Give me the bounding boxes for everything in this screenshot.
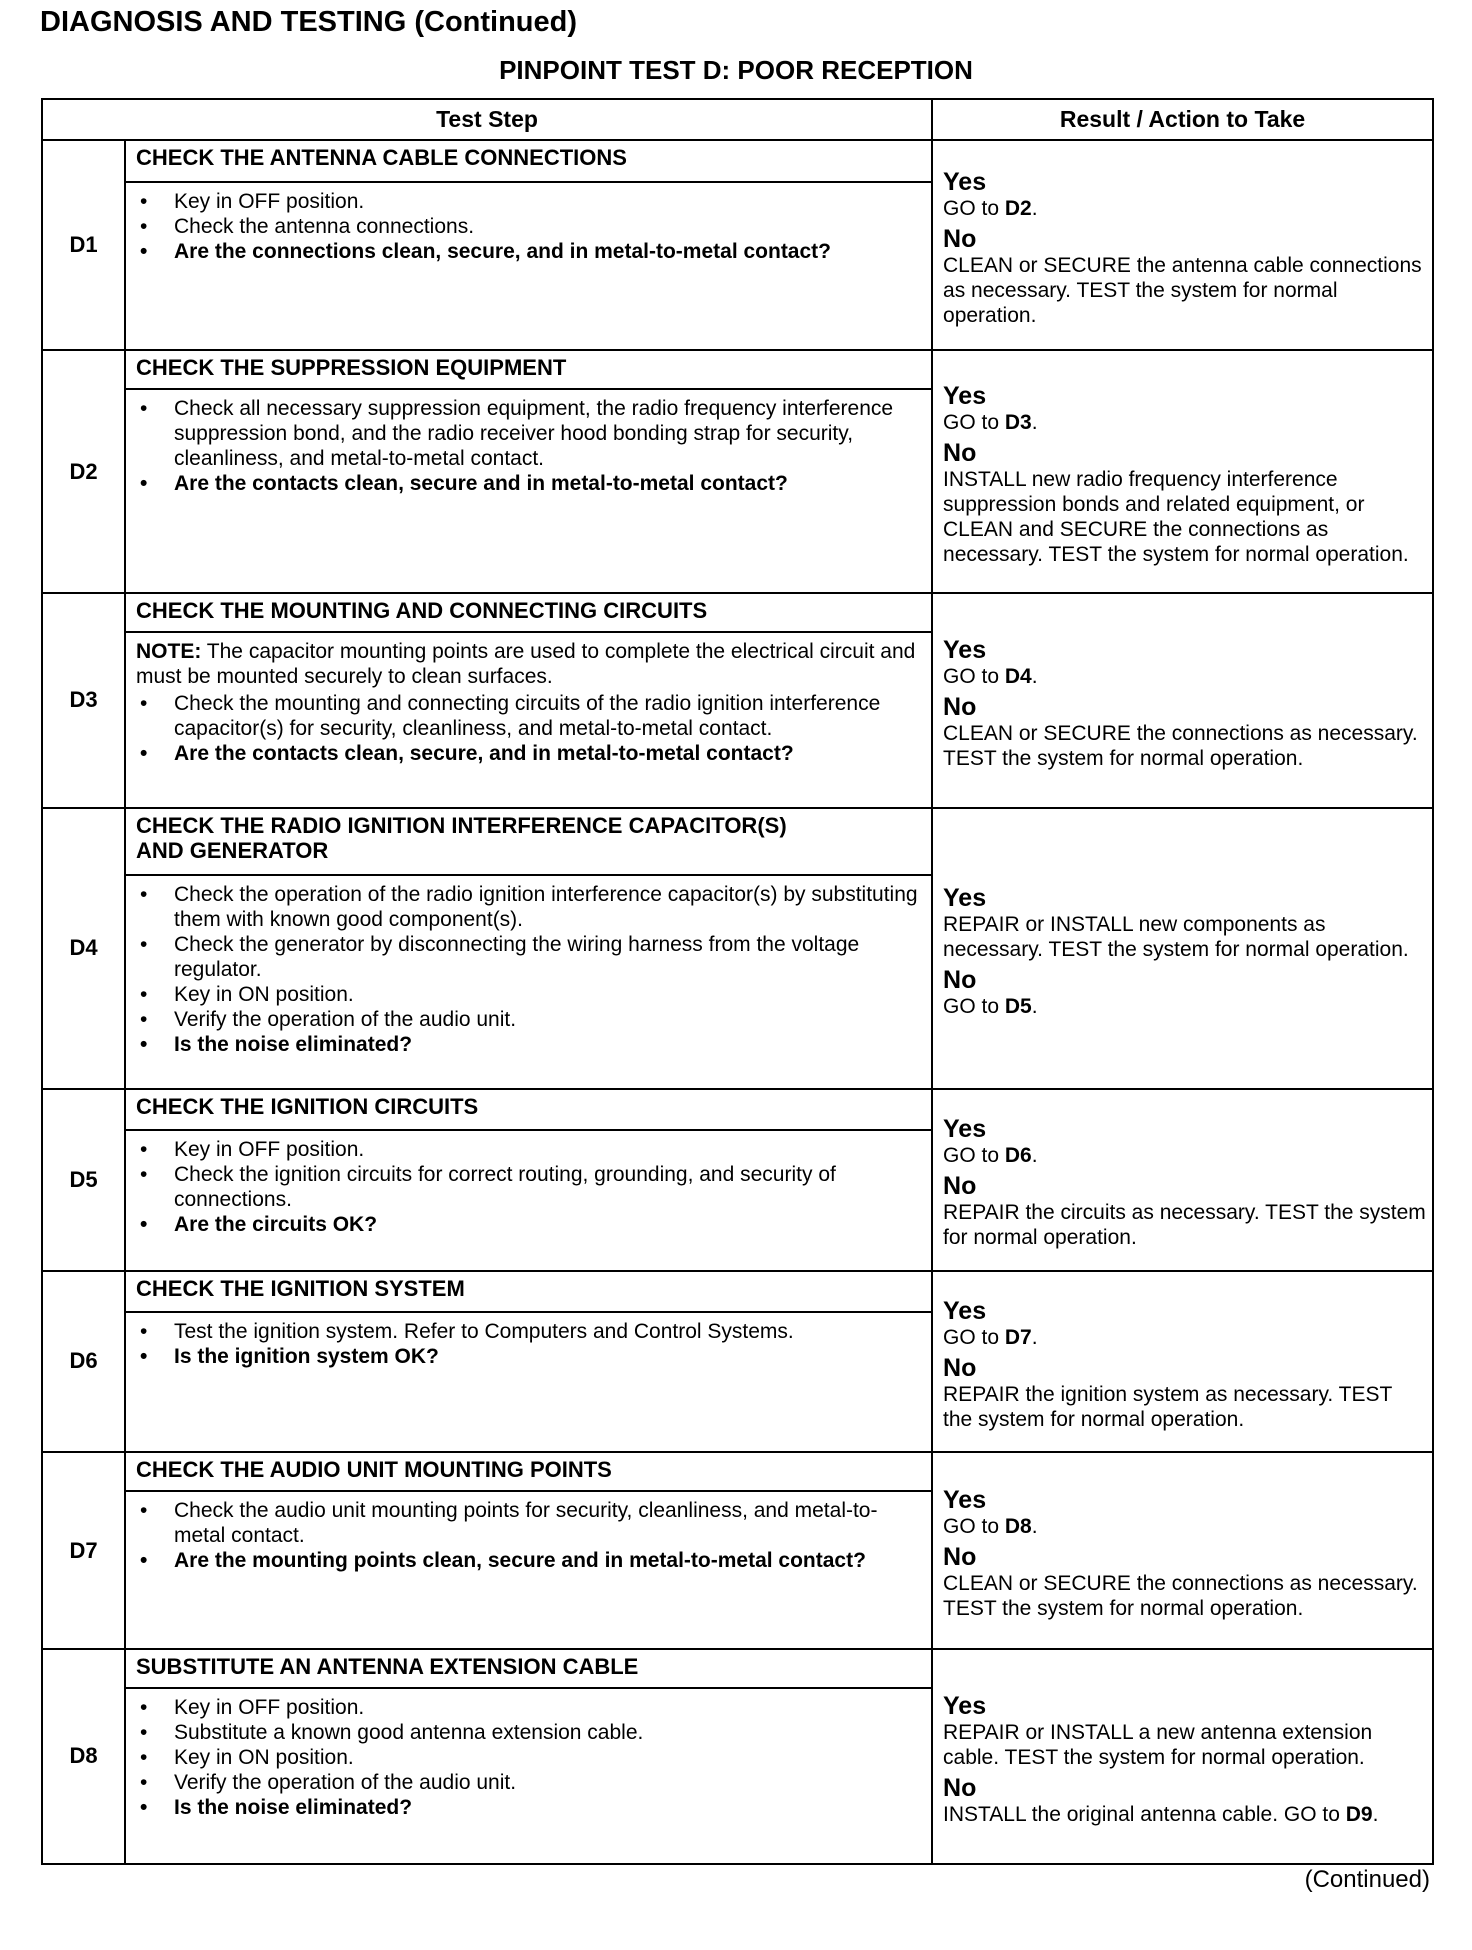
step-bullet-list [136, 1695, 921, 1820]
no-action [943, 721, 1426, 771]
yes-action [943, 1143, 1426, 1168]
yes-label: Yes [943, 635, 987, 664]
yes-action-tail: . [1031, 1144, 1038, 1168]
no-action-text: INSTALL the original antenna cable. GO to [943, 1802, 1346, 1826]
step-bullet: • Check the operation of the radio ignition interference capacitor(s) by substituting them with known good component(s). [136, 882, 921, 932]
step-bullet: • Substitute a known good antenna extension cable. [136, 1720, 921, 1745]
step-question: • Is the ignition system OK? [136, 1344, 921, 1369]
step-title-line: AND GENERATOR [136, 837, 329, 863]
step-title [125, 593, 932, 632]
step-bullet: • Check the ignition circuits for correct routing, grounding, and security of connections. [136, 1162, 921, 1212]
step-bullet: • Key in OFF position. [136, 1695, 921, 1720]
result-cell [932, 808, 1433, 1089]
result-cell [932, 1271, 1433, 1453]
no-action-text: GO to [943, 994, 1005, 1018]
page-title: DIAGNOSIS AND TESTING (Continued) [40, 6, 578, 38]
result-cell [932, 140, 1433, 350]
yes-action-text: REPAIR or INSTALL a new antenna extension cable. TEST the system for normal operation. [943, 1720, 1373, 1769]
note-label: NOTE: [136, 639, 202, 663]
yes-label: Yes [943, 1691, 987, 1720]
yes-action-tail: . [1031, 664, 1038, 688]
yes-action [943, 1514, 1426, 1539]
yes-label: Yes [943, 1115, 987, 1144]
yes-action-tail: . [1031, 1325, 1038, 1349]
step-id: D5 [42, 1089, 125, 1271]
step-bullet: • Check all necessary suppression equipment, the radio frequency interference suppression bond, and the radio receiver hood bonding strap for security, cleanliness, and metal-to-metal contact. [136, 396, 921, 471]
yes-action-tail: . [1031, 1515, 1038, 1539]
table-header-row [42, 99, 1433, 140]
yes-step-ref: D3 [1004, 411, 1032, 435]
result-cell [932, 350, 1433, 592]
no-action [943, 1571, 1426, 1621]
no-action-tail: . [1372, 1802, 1379, 1826]
yes-action [943, 664, 1426, 689]
no-action-text: CLEAN or SECURE the antenna cable connections as necessary. TEST the system for normal operation. [943, 254, 1422, 328]
yes-action-text: GO to [943, 664, 1005, 688]
step-title-line: CHECK THE IGNITION SYSTEM [136, 1275, 465, 1301]
yes-step-ref: D4 [1004, 664, 1032, 688]
step-bullet-list [136, 691, 921, 766]
step-instructions [125, 1491, 932, 1649]
result-cell [932, 1649, 1433, 1864]
yes-label: Yes [943, 1486, 987, 1515]
no-action [943, 994, 1426, 1019]
no-label: No [943, 439, 977, 468]
no-action-text: CLEAN or SECURE the connections as necessary. TEST the system for normal operation. [943, 721, 1418, 770]
no-action [943, 467, 1426, 567]
step-instructions [125, 632, 932, 808]
step-bullet: • Check the antenna connections. [136, 214, 921, 239]
result-cell [932, 1452, 1433, 1649]
step-id: D7 [42, 1452, 125, 1649]
yes-action-text: GO to [943, 1515, 1005, 1539]
result-cell [932, 1089, 1433, 1271]
no-action [943, 1200, 1426, 1250]
no-step-ref: D9 [1345, 1802, 1373, 1826]
yes-action-text: GO to [943, 197, 1005, 221]
step-title [125, 1089, 932, 1130]
step-id: D2 [42, 350, 125, 592]
yes-action-tail: . [1031, 411, 1038, 435]
yes-action-text: REPAIR or INSTALL new components as necessary. TEST the system for normal operation. [943, 912, 1409, 961]
step-bullet-list [136, 189, 921, 264]
step-bullet: • Key in OFF position. [136, 1137, 921, 1162]
step-title-row [42, 140, 1433, 182]
step-title-row [42, 1271, 1433, 1312]
pinpoint-test-title: PINPOINT TEST D: POOR RECEPTION [499, 55, 973, 85]
yes-action [943, 912, 1426, 962]
step-bullet-list [136, 882, 921, 1057]
yes-action-text: GO to [943, 1144, 1005, 1168]
step-instructions [125, 875, 932, 1089]
step-title-row [42, 1089, 1433, 1130]
step-bullet: • Check the generator by disconnecting the wiring harness from the voltage regulator. [136, 932, 921, 982]
step-bullet: • Key in ON position. [136, 1745, 921, 1770]
step-title [125, 1271, 932, 1312]
step-bullet: • Verify the operation of the audio unit. [136, 1770, 921, 1795]
step-id: D8 [42, 1649, 125, 1864]
step-title-line: CHECK THE MOUNTING AND CONNECTING CIRCUITS [136, 597, 708, 623]
step-instructions [125, 1130, 932, 1271]
step-bullet: • Key in ON position. [136, 982, 921, 1007]
step-question: • Are the contacts clean, secure, and in metal-to-metal contact? [136, 741, 921, 766]
yes-step-ref: D8 [1004, 1515, 1032, 1539]
step-bullet-list [136, 1319, 921, 1369]
no-label: No [943, 225, 977, 254]
step-bullet: • Check the mounting and connecting circuits of the radio ignition interference capacitor(s) for security, cleanliness, and metal-to-metal contact. [136, 691, 921, 741]
step-title-row [42, 1649, 1433, 1688]
step-bullet: • Test the ignition system. Refer to Computers and Control Systems. [136, 1319, 921, 1344]
step-title-line: CHECK THE RADIO IGNITION INTERFERENCE CAPACITOR(S) [136, 812, 787, 838]
step-question: • Is the noise eliminated? [136, 1032, 921, 1057]
step-title [125, 1649, 932, 1688]
step-question: • Are the contacts clean, secure and in metal-to-metal contact? [136, 471, 921, 496]
step-title [125, 1452, 932, 1491]
step-title-line: CHECK THE SUPPRESSION EQUIPMENT [136, 355, 567, 381]
yes-label: Yes [943, 1296, 987, 1325]
yes-action [943, 410, 1426, 435]
yes-action-text: GO to [943, 1325, 1005, 1349]
yes-label: Yes [943, 382, 987, 411]
yes-action-tail: . [1031, 197, 1038, 221]
no-action-text: INSTALL new radio frequency interference suppression bonds and related equipment, or CLEAN and SECURE the connections as necessary. TEST the system for normal operation. [943, 468, 1409, 567]
step-title-line: CHECK THE IGNITION CIRCUITS [136, 1093, 479, 1119]
step-id: D6 [42, 1271, 125, 1453]
step-question: • Are the circuits OK? [136, 1212, 921, 1237]
yes-step-ref: D2 [1004, 197, 1032, 221]
step-bullet-list [136, 1137, 921, 1237]
step-title-row [42, 1452, 1433, 1491]
yes-label: Yes [943, 883, 987, 912]
step-bullet: • Key in OFF position. [136, 189, 921, 214]
column-header-result: Result / Action to Take [932, 99, 1433, 140]
no-label: No [943, 1543, 977, 1572]
step-question: • Is the noise eliminated? [136, 1795, 921, 1820]
yes-label: Yes [943, 168, 987, 197]
yes-step-ref: D7 [1004, 1325, 1032, 1349]
step-note [136, 639, 921, 689]
step-title-row [42, 350, 1433, 389]
no-action [943, 1802, 1426, 1827]
step-id: D1 [42, 140, 125, 350]
yes-action [943, 1325, 1426, 1350]
result-cell [932, 593, 1433, 808]
no-action [943, 1382, 1426, 1432]
no-label: No [943, 1773, 977, 1802]
pinpoint-test-table [41, 98, 1434, 1865]
no-label: No [943, 1172, 977, 1201]
yes-action [943, 1720, 1426, 1770]
no-step-ref: D5 [1004, 994, 1032, 1018]
column-header-test-step: Test Step [42, 99, 932, 140]
step-title-row [42, 808, 1433, 875]
no-label: No [943, 1353, 977, 1382]
table-body [42, 99, 1433, 1864]
step-title-line: SUBSTITUTE AN ANTENNA EXTENSION CABLE [136, 1653, 639, 1679]
yes-step-ref: D6 [1004, 1144, 1032, 1168]
step-question: • Are the mounting points clean, secure and in metal-to-metal contact? [136, 1548, 921, 1573]
no-label: No [943, 965, 977, 994]
step-instructions [125, 1688, 932, 1864]
step-bullet-list [136, 1498, 921, 1573]
step-bullet-list [136, 396, 921, 496]
no-action-text: CLEAN or SECURE the connections as necessary. TEST the system for normal operation. [943, 1572, 1418, 1621]
step-instructions [125, 389, 932, 592]
yes-action [943, 196, 1426, 221]
step-title-line: CHECK THE ANTENNA CABLE CONNECTIONS [136, 145, 627, 171]
step-id: D4 [42, 808, 125, 1089]
step-title-line: CHECK THE AUDIO UNIT MOUNTING POINTS [136, 1457, 612, 1483]
step-instructions [125, 1312, 932, 1453]
no-action-tail: . [1031, 994, 1038, 1018]
no-label: No [943, 692, 977, 721]
continued-footer: (Continued) [1304, 1866, 1430, 1893]
step-title [125, 808, 932, 875]
no-action-text: REPAIR the ignition system as necessary. TEST the system for normal operation. [943, 1382, 1392, 1431]
step-title-row [42, 593, 1433, 632]
note-text: The capacitor mounting points are used to complete the electrical circuit and must be mounted securely to clean surfaces. [136, 639, 916, 688]
step-question: • Are the connections clean, secure, and in metal-to-metal contact? [136, 239, 921, 264]
no-action [943, 253, 1426, 328]
step-title [125, 350, 932, 389]
step-instructions [125, 182, 932, 351]
yes-action-text: GO to [943, 411, 1005, 435]
no-action-text: REPAIR the circuits as necessary. TEST the system for normal operation. [943, 1201, 1426, 1250]
step-bullet: • Check the audio unit mounting points for security, cleanliness, and metal-to-metal contact. [136, 1498, 921, 1548]
step-title [125, 140, 932, 182]
step-id: D3 [42, 593, 125, 808]
step-bullet: • Verify the operation of the audio unit. [136, 1007, 921, 1032]
